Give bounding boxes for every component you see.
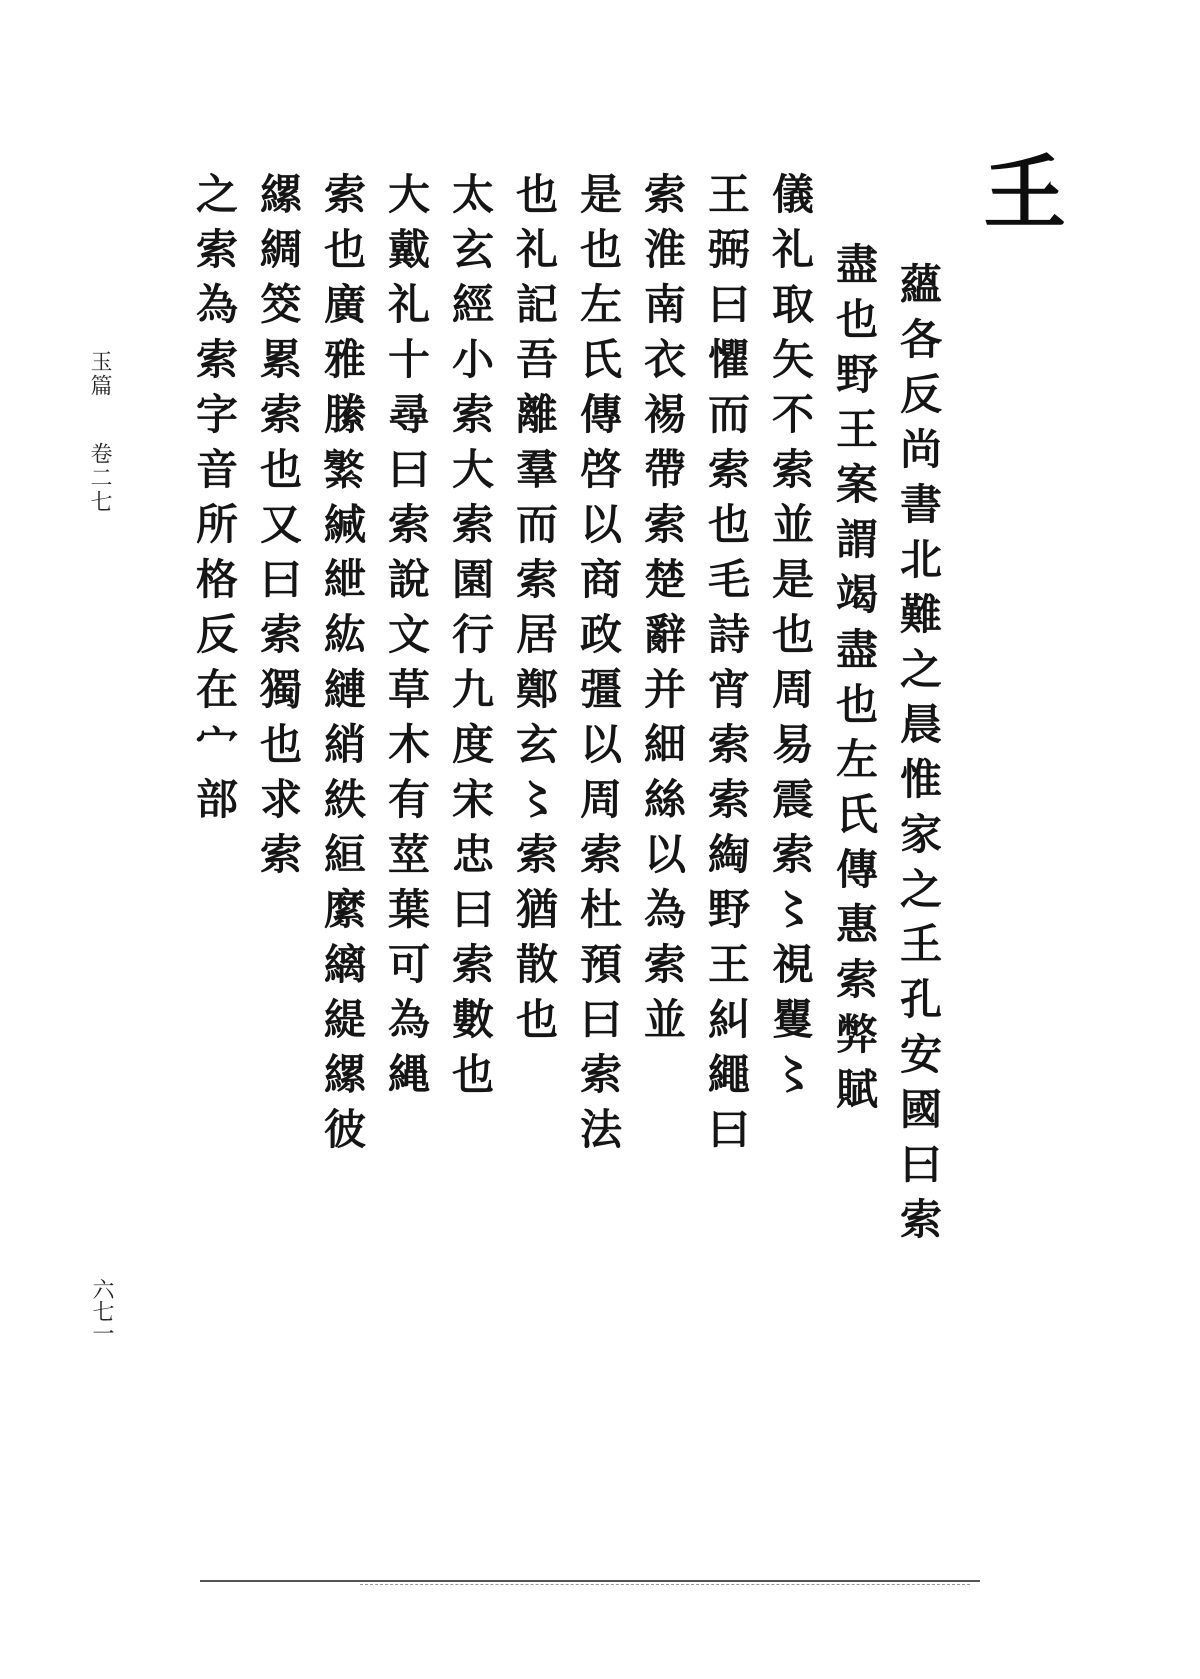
- main-text: [150, 172, 950, 1502]
- text-column-1: 蘊各反尚書北難之晨惟家之𡈼孔安國曰索: [894, 262, 943, 1252]
- text-column-4: 王弼曰懼而索也毛詩宵索索綯野王糾繩曰: [702, 172, 751, 1162]
- volume-label: 卷二七: [87, 442, 112, 514]
- text-column-3: 儀礼取矢不索並是也周易震索〻視矍〻: [766, 172, 815, 1107]
- text-column-11: 縲綢筊累索也又曰索獨也求索: [254, 172, 303, 887]
- text-column-7: 也礼記吾離羣而索居鄭玄〻索猶散也: [510, 172, 559, 1052]
- text-column-8: 太玄經小索大索園行九度宋忠曰索數也: [446, 172, 495, 1107]
- text-column-6: 是也左氏傳啓以商政彊以周索杜預曰索法: [574, 172, 623, 1162]
- entry-heading: 𡈼: [970, 150, 1066, 232]
- bottom-rule: [200, 1580, 980, 1582]
- text-column-10: 索也廣雅縢𦅾緘紲紘縺綃紩絙縻縭緹縲彼: [318, 172, 367, 1162]
- text-column-5: 索淮南衣裼帶索楚辭并細絲以為索並: [638, 172, 687, 1052]
- text-column-2: 盡也野王案謂竭盡也左氏傳惠索弊賦: [830, 242, 879, 1122]
- margin-header: [84, 350, 115, 514]
- book-title: 玉篇: [87, 350, 112, 398]
- bottom-rule-faint: [360, 1584, 970, 1585]
- text-column-12: 之索為索字音所格反在宀部: [190, 172, 239, 832]
- page-number: 六七一: [89, 1278, 114, 1344]
- text-column-9: 大戴礼十尋曰索說文草木有莖葉可為縄: [382, 172, 431, 1107]
